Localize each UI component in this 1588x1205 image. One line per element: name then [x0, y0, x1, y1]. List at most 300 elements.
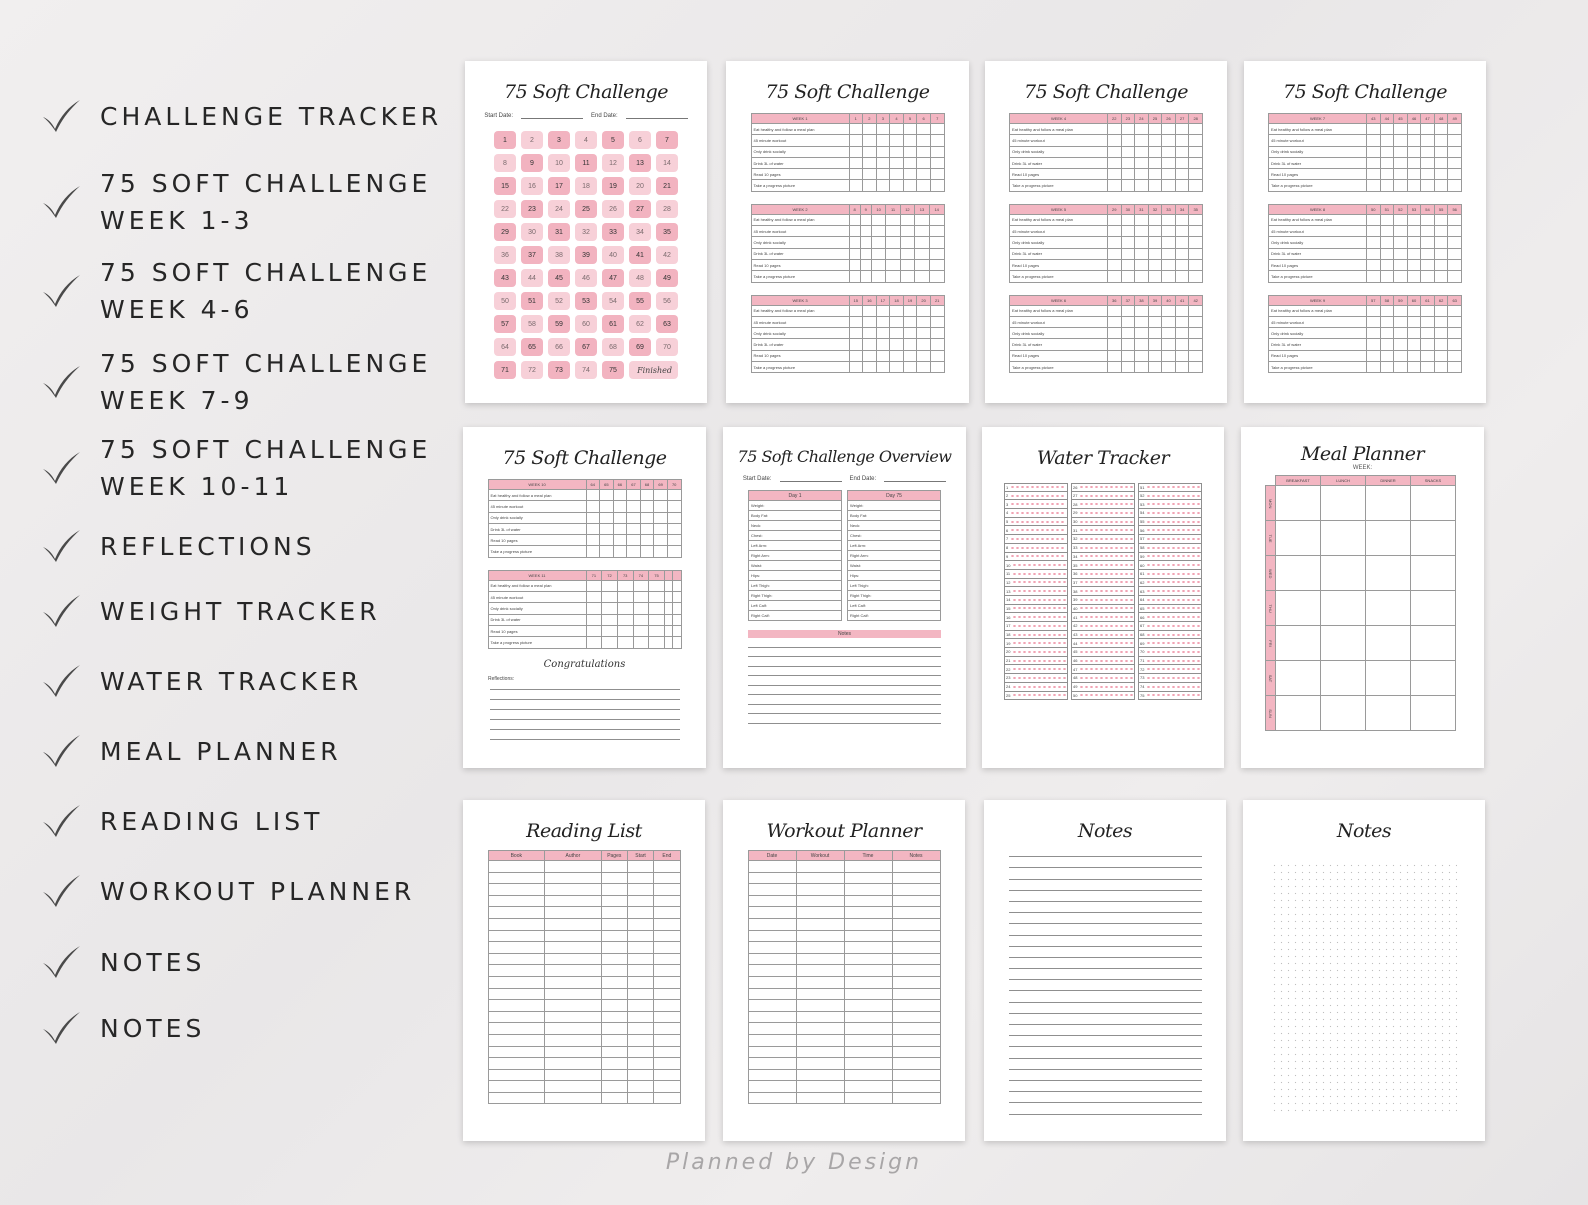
list-cell[interactable]: [748, 872, 796, 884]
check-cell[interactable]: [627, 490, 641, 501]
check-cell[interactable]: [1421, 328, 1435, 339]
check-cell[interactable]: [1135, 350, 1149, 361]
check-cell[interactable]: [1380, 305, 1394, 316]
water-row[interactable]: [1138, 492, 1202, 501]
list-cell[interactable]: [545, 1058, 602, 1070]
list-cell[interactable]: [627, 895, 653, 907]
list-cell[interactable]: [488, 976, 545, 988]
check-cell[interactable]: [849, 214, 860, 225]
list-cell[interactable]: [844, 942, 892, 954]
meal-cell[interactable]: [1276, 696, 1321, 731]
check-cell[interactable]: [1121, 259, 1135, 270]
check-cell[interactable]: [930, 135, 944, 146]
check-cell[interactable]: [849, 146, 863, 157]
check-cell[interactable]: [1148, 169, 1162, 180]
list-cell[interactable]: [796, 1000, 844, 1012]
check-cell[interactable]: [1121, 237, 1135, 248]
check-cell[interactable]: [1175, 237, 1189, 248]
meal-cell[interactable]: [1276, 626, 1321, 661]
check-cell[interactable]: [876, 157, 890, 168]
list-cell[interactable]: [654, 1069, 680, 1081]
check-cell[interactable]: [860, 271, 871, 282]
check-cell[interactable]: [1380, 362, 1394, 373]
check-cell[interactable]: [1175, 124, 1189, 135]
water-row[interactable]: [1004, 639, 1068, 648]
check-cell[interactable]: [600, 535, 614, 546]
list-cell[interactable]: [545, 1069, 602, 1081]
water-row[interactable]: [1071, 544, 1135, 553]
check-cell[interactable]: [1189, 146, 1203, 157]
check-cell[interactable]: [1407, 169, 1421, 180]
check-cell[interactable]: [863, 362, 877, 373]
check-cell[interactable]: [915, 271, 930, 282]
check-cell[interactable]: [1380, 339, 1394, 350]
check-cell[interactable]: [1367, 271, 1381, 282]
water-row[interactable]: [1071, 535, 1135, 544]
water-row[interactable]: [1071, 570, 1135, 579]
list-cell[interactable]: [627, 1034, 653, 1046]
list-cell[interactable]: [892, 1092, 940, 1104]
list-cell[interactable]: [627, 1011, 653, 1023]
check-cell[interactable]: [890, 328, 904, 339]
list-cell[interactable]: [545, 872, 602, 884]
list-cell[interactable]: [488, 872, 545, 884]
check-cell[interactable]: [1448, 135, 1462, 146]
check-cell[interactable]: [863, 350, 877, 361]
check-cell[interactable]: [849, 350, 863, 361]
check-cell[interactable]: [1148, 214, 1162, 225]
water-row[interactable]: [1138, 622, 1202, 631]
check-cell[interactable]: [915, 248, 930, 259]
list-cell[interactable]: [627, 884, 653, 896]
check-cell[interactable]: [876, 169, 890, 180]
check-cell[interactable]: [1421, 214, 1435, 225]
check-cell[interactable]: [1175, 180, 1189, 191]
check-cell[interactable]: [1434, 362, 1448, 373]
check-cell[interactable]: [1175, 339, 1189, 350]
list-cell[interactable]: [844, 1000, 892, 1012]
check-cell[interactable]: [627, 535, 641, 546]
check-cell[interactable]: [1189, 226, 1203, 237]
check-cell[interactable]: [1407, 350, 1421, 361]
list-cell[interactable]: [796, 953, 844, 965]
check-cell[interactable]: [1367, 316, 1381, 327]
water-row[interactable]: [1071, 613, 1135, 622]
check-cell[interactable]: [1175, 226, 1189, 237]
list-cell[interactable]: [545, 918, 602, 930]
water-row[interactable]: [1138, 570, 1202, 579]
meal-cell[interactable]: [1321, 696, 1366, 731]
check-cell[interactable]: [849, 169, 863, 180]
list-cell[interactable]: [844, 861, 892, 873]
check-cell[interactable]: [1407, 157, 1421, 168]
list-cell[interactable]: [796, 1011, 844, 1023]
water-row[interactable]: [1004, 483, 1068, 492]
check-cell[interactable]: [1148, 157, 1162, 168]
meal-cell[interactable]: [1276, 521, 1321, 556]
check-cell[interactable]: [886, 271, 900, 282]
check-cell[interactable]: [1434, 157, 1448, 168]
check-cell[interactable]: [1135, 214, 1149, 225]
check-cell[interactable]: [1135, 328, 1149, 339]
check-cell[interactable]: [1189, 135, 1203, 146]
list-cell[interactable]: [654, 930, 680, 942]
check-cell[interactable]: [876, 135, 890, 146]
water-row[interactable]: [1138, 692, 1202, 701]
check-cell[interactable]: [627, 501, 641, 512]
check-cell[interactable]: [1135, 146, 1149, 157]
check-cell[interactable]: [1189, 271, 1203, 282]
check-cell[interactable]: [900, 226, 915, 237]
check-cell[interactable]: [1367, 124, 1381, 135]
list-cell[interactable]: [796, 907, 844, 919]
list-cell[interactable]: [748, 895, 796, 907]
check-cell[interactable]: [903, 328, 917, 339]
check-cell[interactable]: [1407, 214, 1421, 225]
check-cell[interactable]: [1407, 124, 1421, 135]
check-cell[interactable]: [1175, 350, 1189, 361]
list-cell[interactable]: [601, 1034, 627, 1046]
check-cell[interactable]: [1380, 316, 1394, 327]
meal-cell[interactable]: [1411, 626, 1456, 661]
list-cell[interactable]: [748, 861, 796, 873]
check-cell[interactable]: [1407, 328, 1421, 339]
check-cell[interactable]: [1121, 350, 1135, 361]
check-cell[interactable]: [1407, 362, 1421, 373]
list-cell[interactable]: [627, 1058, 653, 1070]
list-cell[interactable]: [892, 895, 940, 907]
check-cell[interactable]: [1434, 214, 1448, 225]
water-row[interactable]: [1004, 631, 1068, 640]
list-cell[interactable]: [796, 1069, 844, 1081]
check-cell[interactable]: [617, 603, 633, 614]
check-cell[interactable]: [876, 362, 890, 373]
check-cell[interactable]: [876, 180, 890, 191]
check-cell[interactable]: [863, 169, 877, 180]
check-cell[interactable]: [890, 169, 904, 180]
check-cell[interactable]: [667, 490, 681, 501]
check-cell[interactable]: [1121, 271, 1135, 282]
check-cell[interactable]: [586, 523, 600, 534]
check-cell[interactable]: [1108, 157, 1122, 168]
check-cell[interactable]: [633, 603, 649, 614]
check-cell[interactable]: [1175, 169, 1189, 180]
check-cell[interactable]: [1108, 305, 1122, 316]
meal-cell[interactable]: [1366, 626, 1411, 661]
list-cell[interactable]: [654, 976, 680, 988]
list-cell[interactable]: [601, 884, 627, 896]
check-cell[interactable]: [930, 146, 944, 157]
check-cell[interactable]: [667, 512, 681, 523]
water-row[interactable]: [1138, 648, 1202, 657]
water-row[interactable]: [1004, 500, 1068, 509]
list-cell[interactable]: [601, 1058, 627, 1070]
meal-cell[interactable]: [1366, 696, 1411, 731]
list-cell[interactable]: [748, 1069, 796, 1081]
check-cell[interactable]: [640, 512, 654, 523]
check-cell[interactable]: [600, 490, 614, 501]
check-cell[interactable]: [617, 625, 633, 636]
check-cell[interactable]: [1108, 316, 1122, 327]
list-cell[interactable]: [488, 965, 545, 977]
list-cell[interactable]: [654, 1000, 680, 1012]
list-cell[interactable]: [796, 965, 844, 977]
list-cell[interactable]: [748, 1000, 796, 1012]
check-cell[interactable]: [1394, 135, 1408, 146]
check-cell[interactable]: [903, 339, 917, 350]
check-cell[interactable]: [1434, 328, 1448, 339]
check-cell[interactable]: [1367, 259, 1381, 270]
check-cell[interactable]: [886, 226, 900, 237]
check-cell[interactable]: [1434, 350, 1448, 361]
water-row[interactable]: [1004, 526, 1068, 535]
list-cell[interactable]: [601, 1023, 627, 1035]
meal-cell[interactable]: [1366, 486, 1411, 521]
check-cell[interactable]: [1175, 214, 1189, 225]
check-cell[interactable]: [1189, 339, 1203, 350]
check-cell[interactable]: [915, 226, 930, 237]
check-cell[interactable]: [1148, 350, 1162, 361]
check-cell[interactable]: [1175, 316, 1189, 327]
check-cell[interactable]: [929, 271, 944, 282]
list-cell[interactable]: [601, 930, 627, 942]
water-row[interactable]: [1138, 526, 1202, 535]
check-cell[interactable]: [1148, 328, 1162, 339]
list-cell[interactable]: [601, 907, 627, 919]
list-cell[interactable]: [844, 1058, 892, 1070]
water-row[interactable]: [1138, 553, 1202, 562]
check-cell[interactable]: [860, 259, 871, 270]
meal-cell[interactable]: [1411, 556, 1456, 591]
check-cell[interactable]: [633, 580, 649, 591]
check-cell[interactable]: [586, 637, 602, 648]
water-row[interactable]: [1138, 613, 1202, 622]
check-cell[interactable]: [1434, 305, 1448, 316]
list-cell[interactable]: [748, 988, 796, 1000]
check-cell[interactable]: [673, 637, 681, 648]
list-cell[interactable]: [654, 872, 680, 884]
list-cell[interactable]: [796, 1034, 844, 1046]
check-cell[interactable]: [1394, 124, 1408, 135]
check-cell[interactable]: [617, 592, 633, 603]
check-cell[interactable]: [602, 580, 618, 591]
list-cell[interactable]: [601, 1092, 627, 1104]
check-cell[interactable]: [849, 157, 863, 168]
check-cell[interactable]: [1175, 362, 1189, 373]
water-row[interactable]: [1004, 518, 1068, 527]
list-cell[interactable]: [844, 907, 892, 919]
list-cell[interactable]: [892, 861, 940, 873]
water-row[interactable]: [1071, 518, 1135, 527]
water-row[interactable]: [1004, 622, 1068, 631]
water-row[interactable]: [1138, 561, 1202, 570]
check-cell[interactable]: [917, 124, 931, 135]
list-cell[interactable]: [892, 988, 940, 1000]
water-row[interactable]: [1071, 509, 1135, 518]
check-cell[interactable]: [930, 157, 944, 168]
check-cell[interactable]: [1175, 135, 1189, 146]
check-cell[interactable]: [1175, 248, 1189, 259]
list-cell[interactable]: [601, 1011, 627, 1023]
check-cell[interactable]: [849, 339, 863, 350]
list-cell[interactable]: [892, 907, 940, 919]
check-cell[interactable]: [667, 546, 681, 557]
check-cell[interactable]: [1108, 180, 1122, 191]
check-cell[interactable]: [1135, 305, 1149, 316]
check-cell[interactable]: [917, 316, 931, 327]
list-cell[interactable]: [488, 918, 545, 930]
water-row[interactable]: [1004, 492, 1068, 501]
check-cell[interactable]: [654, 535, 668, 546]
check-cell[interactable]: [649, 580, 665, 591]
water-row[interactable]: [1138, 500, 1202, 509]
list-cell[interactable]: [796, 1058, 844, 1070]
check-cell[interactable]: [876, 146, 890, 157]
check-cell[interactable]: [1108, 237, 1122, 248]
list-cell[interactable]: [601, 953, 627, 965]
check-cell[interactable]: [1448, 146, 1462, 157]
check-cell[interactable]: [1135, 248, 1149, 259]
check-cell[interactable]: [863, 124, 877, 135]
check-cell[interactable]: [664, 625, 672, 636]
check-cell[interactable]: [1421, 124, 1435, 135]
list-cell[interactable]: [488, 895, 545, 907]
check-cell[interactable]: [917, 169, 931, 180]
list-cell[interactable]: [892, 976, 940, 988]
check-cell[interactable]: [1135, 135, 1149, 146]
check-cell[interactable]: [586, 490, 600, 501]
list-cell[interactable]: [748, 953, 796, 965]
check-cell[interactable]: [849, 259, 860, 270]
check-cell[interactable]: [900, 259, 915, 270]
check-cell[interactable]: [890, 362, 904, 373]
water-row[interactable]: [1071, 596, 1135, 605]
check-cell[interactable]: [1148, 124, 1162, 135]
check-cell[interactable]: [860, 226, 871, 237]
check-cell[interactable]: [1135, 169, 1149, 180]
water-row[interactable]: [1071, 587, 1135, 596]
check-cell[interactable]: [602, 603, 618, 614]
check-cell[interactable]: [613, 535, 627, 546]
check-cell[interactable]: [1367, 362, 1381, 373]
list-cell[interactable]: [601, 976, 627, 988]
check-cell[interactable]: [1108, 248, 1122, 259]
check-cell[interactable]: [673, 614, 681, 625]
list-cell[interactable]: [545, 895, 602, 907]
check-cell[interactable]: [1448, 169, 1462, 180]
list-cell[interactable]: [654, 861, 680, 873]
check-cell[interactable]: [1434, 124, 1448, 135]
water-row[interactable]: [1138, 631, 1202, 640]
check-cell[interactable]: [1407, 135, 1421, 146]
check-cell[interactable]: [1448, 124, 1462, 135]
water-row[interactable]: [1138, 683, 1202, 692]
list-cell[interactable]: [488, 988, 545, 1000]
list-cell[interactable]: [488, 861, 545, 873]
check-cell[interactable]: [1175, 146, 1189, 157]
list-cell[interactable]: [601, 918, 627, 930]
water-row[interactable]: [1071, 648, 1135, 657]
check-cell[interactable]: [876, 316, 890, 327]
check-cell[interactable]: [1380, 157, 1394, 168]
check-cell[interactable]: [890, 180, 904, 191]
list-cell[interactable]: [654, 942, 680, 954]
check-cell[interactable]: [617, 637, 633, 648]
check-cell[interactable]: [1108, 124, 1122, 135]
check-cell[interactable]: [930, 316, 944, 327]
check-cell[interactable]: [900, 214, 915, 225]
check-cell[interactable]: [617, 614, 633, 625]
check-cell[interactable]: [1367, 226, 1381, 237]
list-cell[interactable]: [627, 953, 653, 965]
list-cell[interactable]: [627, 1069, 653, 1081]
list-cell[interactable]: [654, 1081, 680, 1093]
check-cell[interactable]: [849, 237, 860, 248]
check-cell[interactable]: [917, 362, 931, 373]
list-cell[interactable]: [627, 861, 653, 873]
check-cell[interactable]: [917, 328, 931, 339]
check-cell[interactable]: [1421, 157, 1435, 168]
check-cell[interactable]: [1421, 237, 1435, 248]
check-cell[interactable]: [1380, 328, 1394, 339]
check-cell[interactable]: [863, 305, 877, 316]
list-cell[interactable]: [545, 942, 602, 954]
check-cell[interactable]: [667, 535, 681, 546]
water-row[interactable]: [1138, 665, 1202, 674]
check-cell[interactable]: [890, 339, 904, 350]
check-cell[interactable]: [929, 259, 944, 270]
list-cell[interactable]: [892, 872, 940, 884]
check-cell[interactable]: [863, 157, 877, 168]
check-cell[interactable]: [1162, 305, 1176, 316]
check-cell[interactable]: [673, 625, 681, 636]
meal-cell[interactable]: [1321, 521, 1366, 556]
meal-cell[interactable]: [1321, 626, 1366, 661]
list-cell[interactable]: [748, 1058, 796, 1070]
check-cell[interactable]: [640, 535, 654, 546]
check-cell[interactable]: [1394, 305, 1408, 316]
check-cell[interactable]: [915, 259, 930, 270]
check-cell[interactable]: [1121, 169, 1135, 180]
meal-cell[interactable]: [1321, 591, 1366, 626]
check-cell[interactable]: [1367, 214, 1381, 225]
check-cell[interactable]: [586, 535, 600, 546]
check-cell[interactable]: [1108, 350, 1122, 361]
list-cell[interactable]: [796, 988, 844, 1000]
check-cell[interactable]: [1108, 169, 1122, 180]
check-cell[interactable]: [1162, 124, 1176, 135]
check-cell[interactable]: [863, 146, 877, 157]
check-cell[interactable]: [1175, 157, 1189, 168]
check-cell[interactable]: [1367, 146, 1381, 157]
list-cell[interactable]: [601, 861, 627, 873]
list-cell[interactable]: [844, 930, 892, 942]
check-cell[interactable]: [654, 490, 668, 501]
check-cell[interactable]: [1189, 259, 1203, 270]
check-cell[interactable]: [903, 157, 917, 168]
list-cell[interactable]: [627, 1081, 653, 1093]
check-cell[interactable]: [1407, 180, 1421, 191]
check-cell[interactable]: [1162, 157, 1176, 168]
check-cell[interactable]: [930, 169, 944, 180]
check-cell[interactable]: [849, 124, 863, 135]
check-cell[interactable]: [1421, 362, 1435, 373]
check-cell[interactable]: [600, 501, 614, 512]
list-cell[interactable]: [892, 953, 940, 965]
check-cell[interactable]: [1380, 135, 1394, 146]
check-cell[interactable]: [1148, 146, 1162, 157]
check-cell[interactable]: [1121, 316, 1135, 327]
